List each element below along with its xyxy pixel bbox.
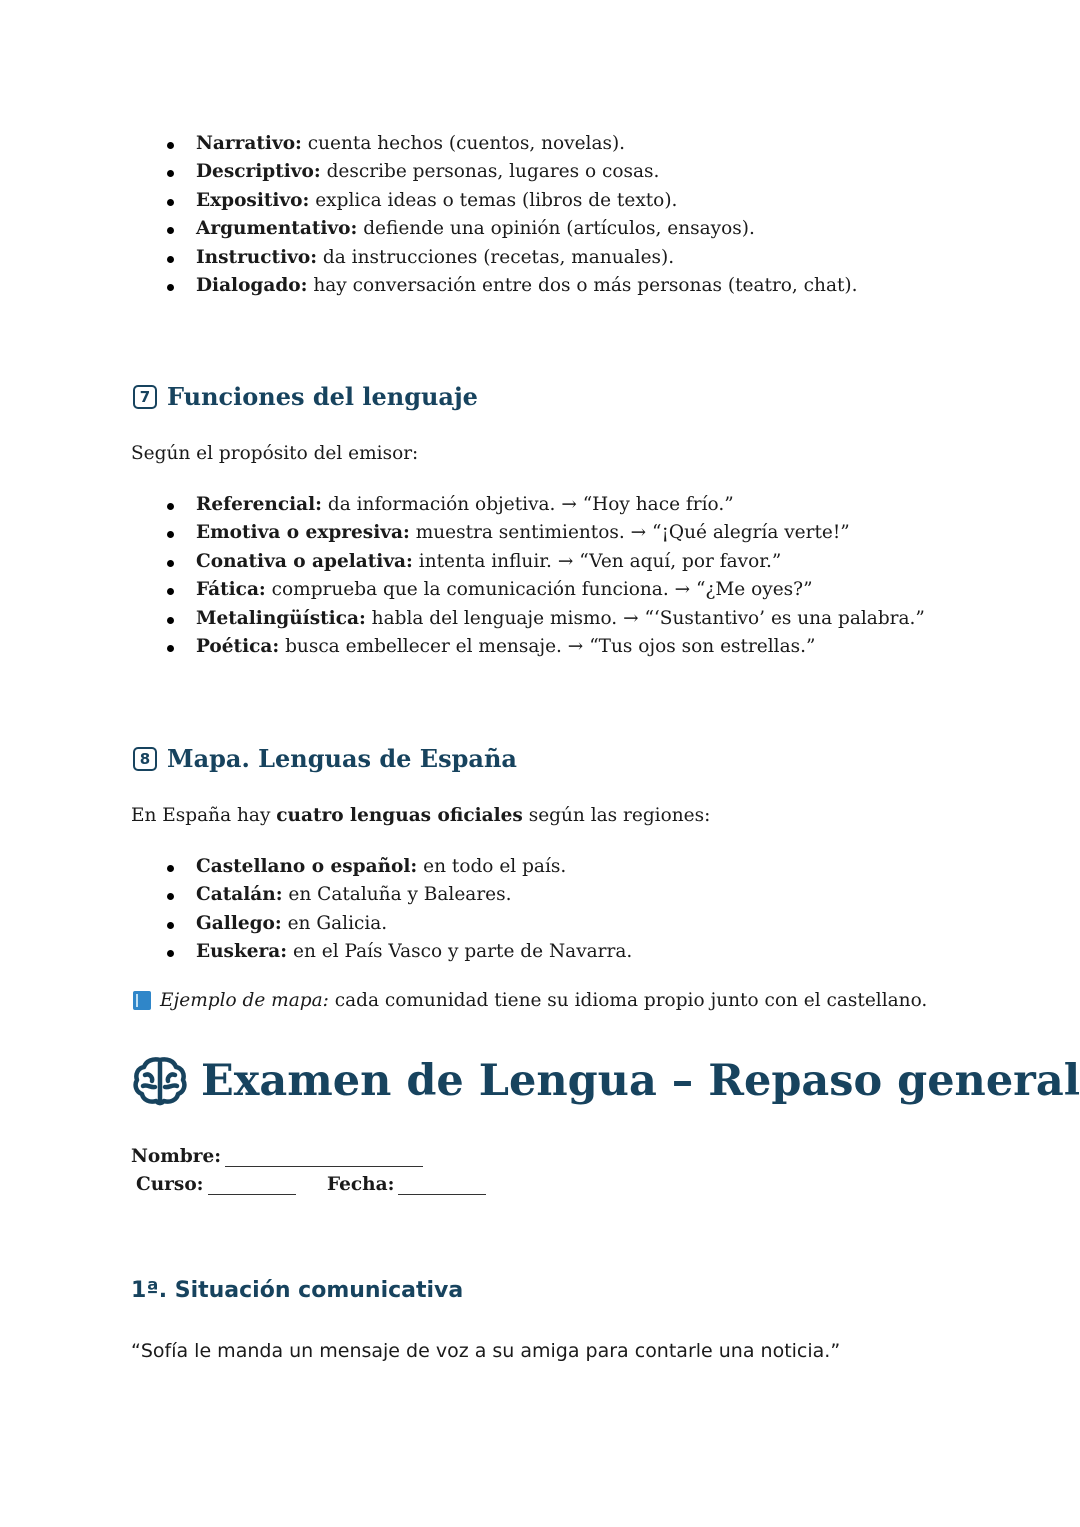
list-item: Descriptivo: describe personas, lugares o cosas. (160, 158, 858, 186)
list-item: Catalán: en Cataluña y Baleares. (160, 881, 632, 909)
list-item: Metalingüística: habla del lenguaje mismo. → “‘Sustantivo’ es una palabra.” (160, 605, 925, 633)
list-item: Castellano o español: en todo el país. (160, 853, 632, 881)
course-label: Curso: (136, 1174, 204, 1195)
section-8-heading (133, 744, 517, 773)
languages-list (160, 853, 632, 967)
course-blank[interactable] (208, 1176, 296, 1195)
list-item: Euskera: en el País Vasco y parte de Navarra. (160, 938, 632, 966)
section-7-intro: Según el propósito del emisor: (131, 443, 419, 464)
name-label: Nombre: (131, 1146, 222, 1167)
question-1-text: “Sofía le manda un mensaje de voz a su amiga para contarle una noticia.” (131, 1340, 841, 1362)
list-item: Expositivo: explica ideas o temas (libros de texto). (160, 187, 858, 215)
list-item: Instructivo: da instrucciones (recetas, manuales). (160, 244, 858, 272)
list-item: Gallego: en Galicia. (160, 910, 632, 938)
exam-title-text: Examen de Lengua – Repaso general (201, 1056, 1080, 1106)
list-item: Emotiva o expresiva: muestra sentimientos. → “¡Qué alegría verte!” (160, 519, 925, 547)
date-field (327, 1174, 486, 1195)
section-8-intro: En España hay cuatro lenguas oficiales según las regiones: (131, 805, 711, 826)
list-item: Narrativo: cuenta hechos (cuentos, novelas). (160, 130, 858, 158)
list-item: Referencial: da información objetiva. → “Hoy hace frío.” (160, 491, 925, 519)
list-item: Poética: busca embellecer el mensaje. → “Tus ojos son estrellas.” (160, 633, 925, 661)
name-field (131, 1146, 423, 1167)
blue-book-icon (133, 991, 151, 1010)
section-8-title: Mapa. Lenguas de España (167, 744, 517, 773)
name-blank[interactable] (225, 1148, 423, 1167)
list-item: Argumentativo: defiende una opinión (artículos, ensayos). (160, 215, 858, 243)
number-8-icon: 8 (133, 747, 157, 771)
list-item: Dialogado: hay conversación entre dos o más personas (teatro, chat). (160, 272, 858, 300)
language-functions-list (160, 491, 925, 661)
number-7-icon: 7 (133, 385, 157, 409)
section-7-heading (133, 382, 478, 411)
text-types-list (160, 130, 858, 300)
list-item: Conativa o apelativa: intenta influir. → “Ven aquí, por favor.” (160, 548, 925, 576)
date-label: Fecha: (327, 1174, 395, 1195)
map-example-note: Ejemplo de mapa: cada comunidad tiene su idioma propio junto con el castellano. (133, 990, 927, 1011)
course-field (136, 1174, 296, 1195)
section-7-title: Funciones del lenguaje (167, 382, 478, 411)
list-item: Fática: comprueba que la comunicación funciona. → “¿Me oyes?” (160, 576, 925, 604)
date-blank[interactable] (398, 1176, 486, 1195)
exam-title (133, 1055, 1080, 1107)
question-1-heading: 1ª. Situación comunicativa (131, 1278, 464, 1303)
brain-icon (133, 1055, 187, 1107)
